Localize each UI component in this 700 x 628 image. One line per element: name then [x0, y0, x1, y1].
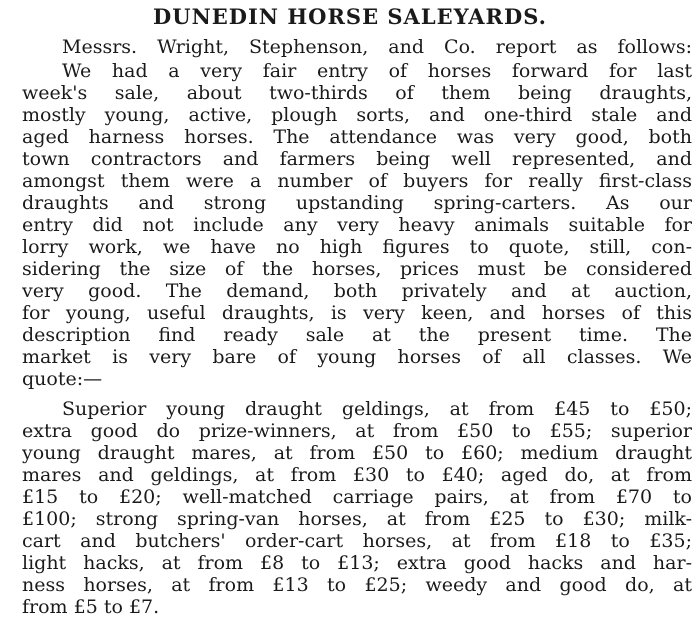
price-line: cart and butchers' order-cart horses, at from £18 to £35; [22, 530, 692, 552]
price-line: light hacks, at from £8 to £13; extra good hacks and har- [22, 552, 692, 574]
article-line: Messrs. Wright, Stephenson, and Co. report as follows: [62, 36, 692, 58]
price-line: extra good do prize-winners, at from £50 to £55; superior [22, 420, 692, 442]
article-line: week's sale, about two-thirds of them being draughts, [22, 82, 692, 104]
article-line: aged harness horses. The attendance was very good, both [22, 126, 692, 148]
article-line: market is very bare of young horses of all classes. We [22, 346, 692, 368]
article-line: mostly young, active, plough sorts, and one-third stale and [22, 104, 692, 126]
price-line: young draught mares, at from £50 to £60; medium draught [22, 442, 692, 464]
article-line: town contractors and farmers being well represented, and [22, 148, 692, 170]
price-line: Superior young draught geldings, at from £45 to £50; [62, 398, 692, 420]
article-line: lorry work, we have no high figures to quote, still, con- [22, 236, 692, 258]
article-line: entry did not include any very heavy animals suitable for [22, 214, 692, 236]
article-line: amongst them were a number of buyers for really first-class [22, 170, 692, 192]
article-line: description find ready sale at the present time. The [22, 324, 692, 346]
price-line: £15 to £20; well-matched carriage pairs, at from £70 to [22, 486, 692, 508]
article-line: quote:— [22, 368, 103, 390]
price-line: mares and geldings, at from £30 to £40; aged do, at from [22, 464, 692, 486]
price-line: £100; strong spring-van horses, at from £25 to £30; milk- [22, 508, 692, 530]
article-line: very good. The demand, both privately and at auction, [22, 280, 692, 302]
article-line: sidering the size of the horses, prices must be considered [22, 258, 692, 280]
article-line: We had a very fair entry of horses forward for last [62, 60, 692, 82]
article-title: DUNEDIN HORSE SALEYARDS. [153, 4, 547, 29]
article-line: draughts and strong upstanding spring-carters. As our [22, 192, 692, 214]
article-line: for young, useful draughts, is very keen, and horses of this [22, 302, 692, 324]
price-line: ness horses, at from £13 to £25; weedy and good do, at [22, 574, 692, 596]
price-line: from £5 to £7. [22, 596, 160, 618]
